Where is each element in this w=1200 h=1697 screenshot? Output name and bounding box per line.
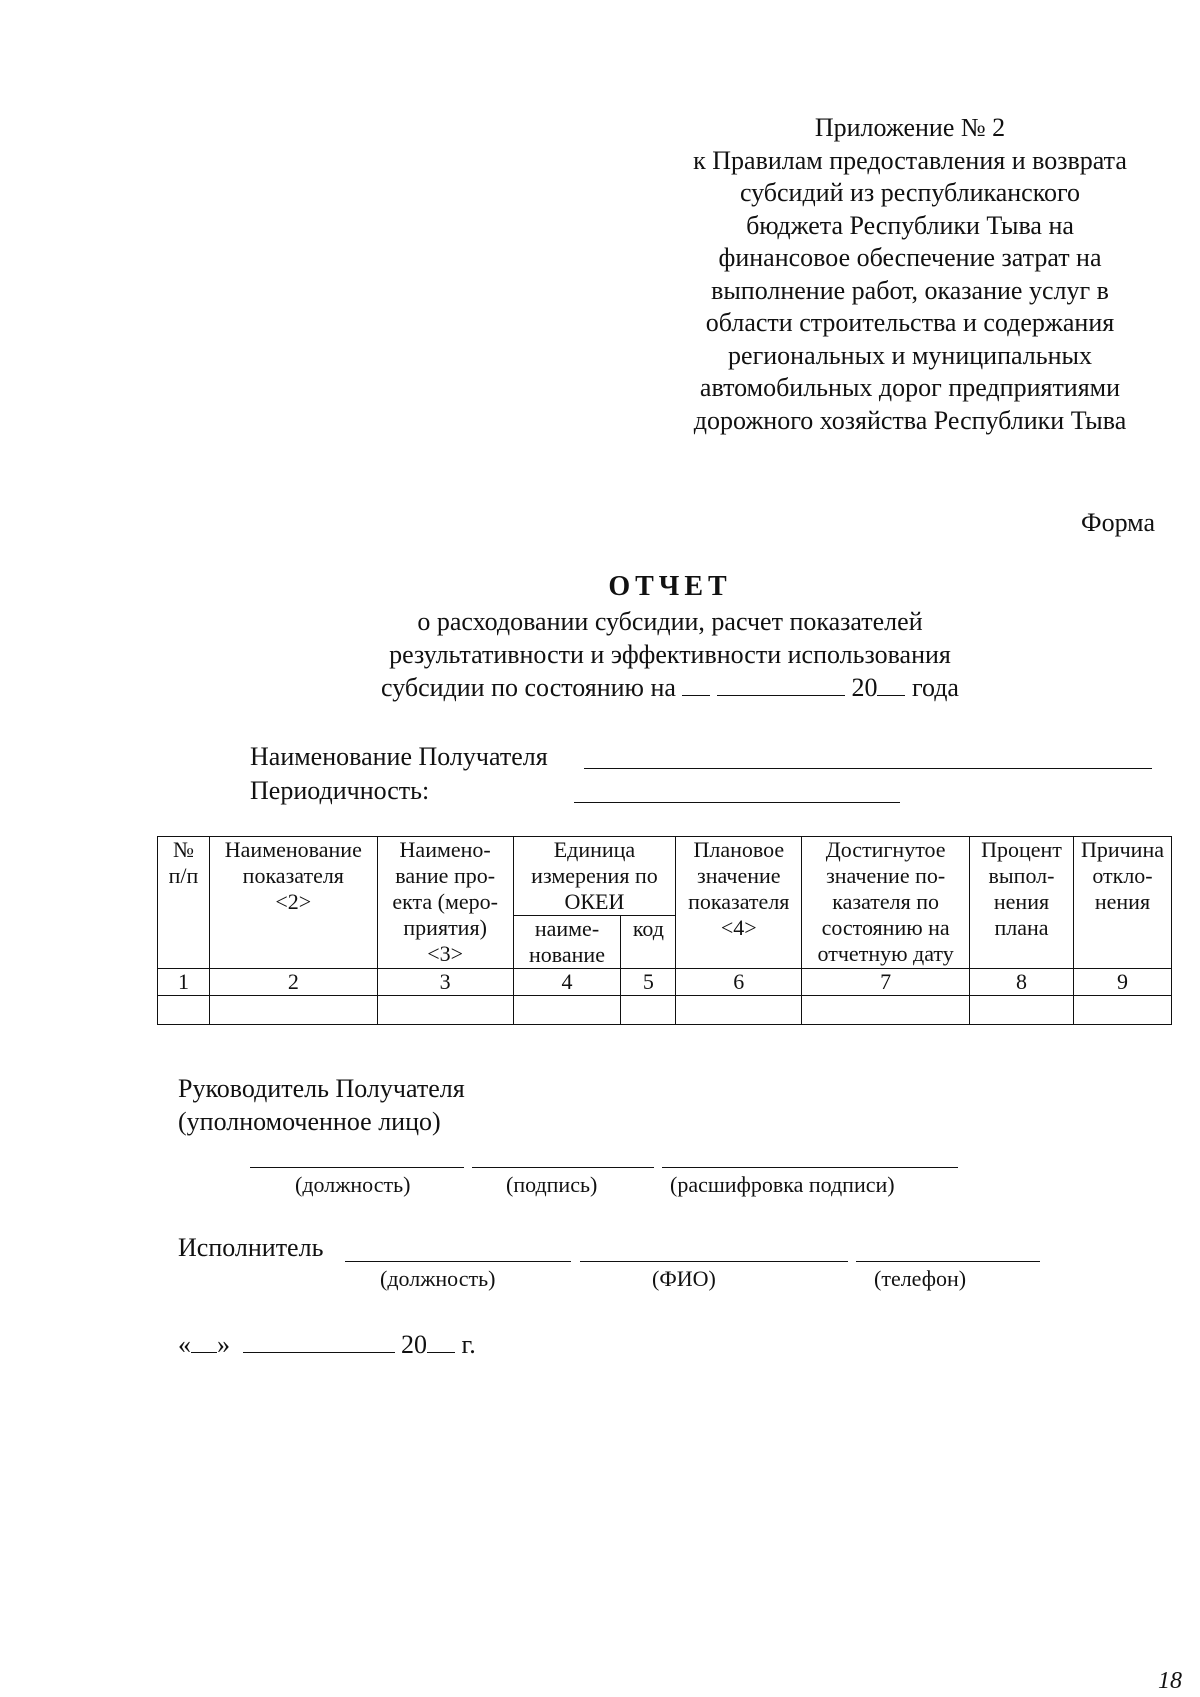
- appendix-line: выполнение работ, оказание услуг в: [711, 275, 1109, 305]
- report-table: [157, 836, 1172, 1025]
- recipient-row: [250, 742, 548, 772]
- date-year-prefix: 20: [401, 1330, 427, 1359]
- appendix-line: дорожного хозяйства Республики Тыва: [693, 405, 1127, 435]
- header-number: № п/п: [158, 837, 210, 969]
- executor-name-field[interactable]: [580, 1261, 848, 1262]
- head-decode-field[interactable]: [662, 1167, 958, 1168]
- date-row: [178, 1330, 476, 1360]
- appendix-line: региональных и муниципальных: [728, 340, 1092, 370]
- column-number: 7: [802, 969, 970, 996]
- page-number: 18: [1158, 1668, 1182, 1694]
- periodicity-field[interactable]: [574, 802, 900, 803]
- header-project-name: Наимено- вание про- екта (меро- приятия) <3>: [377, 837, 513, 969]
- periodicity-row: [250, 776, 429, 806]
- subtitle-date-prefix: субсидии по состоянию на: [381, 673, 676, 702]
- subtitle-line-1: о расходовании субсидии, расчет показателей: [417, 607, 923, 636]
- appendix-header: [640, 112, 1180, 437]
- appendix-line: области строительства и содержания: [705, 308, 1115, 337]
- head-position-field[interactable]: [250, 1167, 464, 1168]
- caption-signature: (подпись): [506, 1172, 598, 1197]
- appendix-line: субсидий из республиканского: [739, 178, 1081, 207]
- date-close-quote: »: [217, 1330, 230, 1359]
- subtitle-line-3: [300, 671, 1040, 704]
- table-cell[interactable]: [970, 996, 1074, 1025]
- header-unit-code: код: [621, 916, 676, 969]
- column-number: 5: [621, 969, 676, 996]
- table-cell[interactable]: [158, 996, 210, 1025]
- caption-executor-position: (должность): [380, 1266, 496, 1291]
- header-reason: Причина откло- нения: [1073, 837, 1171, 969]
- date-month-field[interactable]: [717, 695, 845, 696]
- table-cell[interactable]: [621, 996, 676, 1025]
- appendix-line: финансовое обеспечение затрат на: [718, 243, 1102, 272]
- date-day-blank[interactable]: [191, 1352, 217, 1353]
- recipient-name-field[interactable]: [584, 768, 1152, 769]
- caption-executor-phone: (телефон): [874, 1266, 967, 1291]
- table-cell[interactable]: [676, 996, 802, 1025]
- table-cell[interactable]: [1073, 996, 1171, 1025]
- table-row: [158, 996, 1172, 1025]
- appendix-line: Приложение № 2: [814, 113, 1006, 142]
- column-number: 3: [377, 969, 513, 996]
- report-title: ОТЧЕТ: [608, 571, 732, 602]
- executor-phone-field[interactable]: [856, 1261, 1040, 1262]
- executor-label: Исполнитель: [178, 1233, 324, 1262]
- header-percent: Процент выпол- нения плана: [970, 837, 1074, 969]
- form-label: Форма: [1081, 508, 1155, 537]
- head-sublabel: (уполномоченное лицо): [178, 1107, 441, 1136]
- head-signature-field[interactable]: [472, 1167, 654, 1168]
- date-suffix: г.: [461, 1330, 476, 1359]
- appendix-line: автомобильных дорог предприятиями: [699, 373, 1121, 402]
- column-number: 6: [676, 969, 802, 996]
- appendix-line: бюджета Республики Тыва на: [746, 210, 1074, 240]
- caption-executor-name: (ФИО): [652, 1266, 716, 1291]
- column-number: 1: [158, 969, 210, 996]
- header-unit: Единица измерения по ОКЕИ: [513, 837, 676, 916]
- periodicity-label: Периодичность:: [250, 776, 430, 805]
- report-subtitle: [300, 605, 1040, 704]
- subtitle-line-2: результативности и эффективности использования: [389, 640, 951, 669]
- table-cell[interactable]: [209, 996, 377, 1025]
- recipient-label: Наименование Получателя: [250, 742, 548, 771]
- column-number: 4: [513, 969, 621, 996]
- executor-position-field[interactable]: [345, 1261, 571, 1262]
- appendix-line: к Правилам предоставления и возврата: [693, 145, 1127, 175]
- header-planned-value: Плановое значение показателя <4>: [676, 837, 802, 969]
- table-cell[interactable]: [802, 996, 970, 1025]
- date-year-field[interactable]: [877, 695, 905, 696]
- header-achieved-value: Достигнутое значение по- казателя по состоянию на отчетную дату: [802, 837, 970, 969]
- caption-position: (должность): [295, 1172, 411, 1197]
- subtitle-year: 20: [851, 673, 878, 702]
- table-number-row: [158, 969, 1172, 996]
- date-day-field[interactable]: [682, 695, 710, 696]
- date-month-blank[interactable]: [243, 1352, 395, 1353]
- caption-decode: (расшифровка подписи): [670, 1172, 895, 1197]
- date-open-quote: «: [178, 1330, 191, 1359]
- column-number: 9: [1073, 969, 1171, 996]
- column-number: 2: [209, 969, 377, 996]
- header-unit-name: наиме- нование: [513, 916, 621, 969]
- table-cell[interactable]: [513, 996, 621, 1025]
- date-year-blank[interactable]: [427, 1352, 455, 1353]
- header-indicator-name: Наименование показателя <2>: [209, 837, 377, 969]
- table-header-row: [158, 837, 1172, 916]
- head-label: Руководитель Получателя: [178, 1074, 465, 1103]
- column-number: 8: [970, 969, 1074, 996]
- table-cell[interactable]: [377, 996, 513, 1025]
- subtitle-date-suffix: года: [911, 673, 959, 702]
